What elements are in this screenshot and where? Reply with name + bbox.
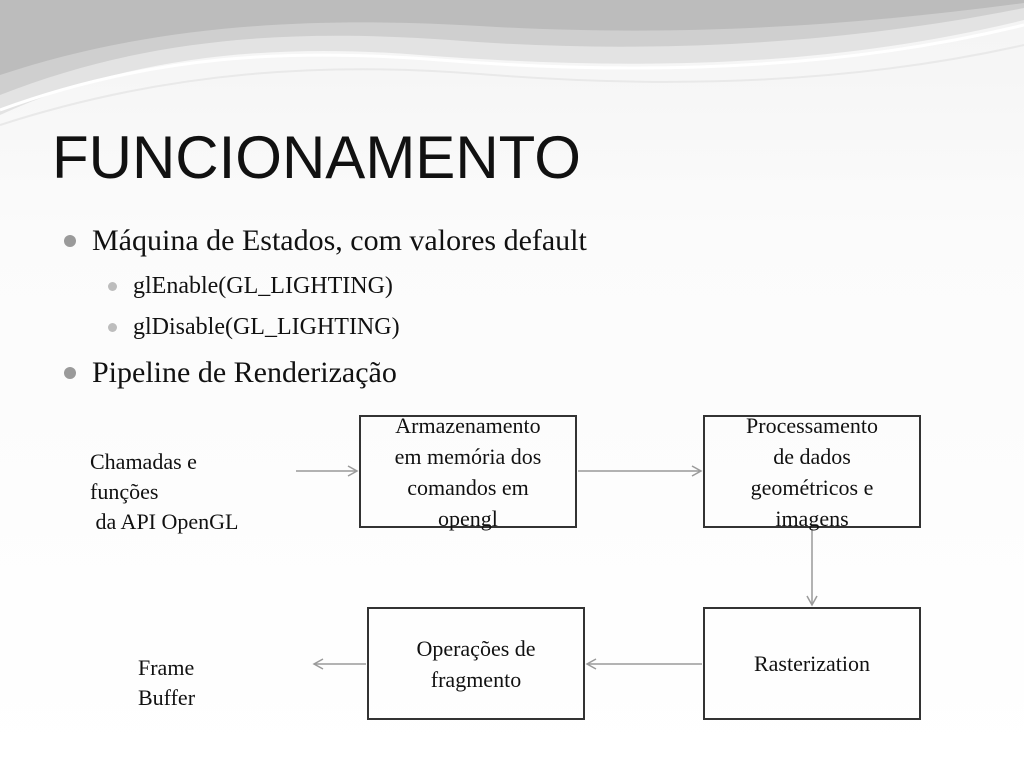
fragment-box-label: Operações de fragmento bbox=[416, 635, 536, 692]
bullet-text: Máquina de Estados, com valores default bbox=[92, 224, 587, 257]
slide-title: FUNCIONAMENTO bbox=[52, 124, 581, 191]
processing-box-label: Processamento de dados geométricos e imagens bbox=[746, 412, 878, 531]
storage-box bbox=[359, 412, 577, 531]
sub-bullet-text: glEnable(GL_LIGHTING) bbox=[133, 273, 393, 299]
sub-bullet-text: glDisable(GL_LIGHTING) bbox=[133, 314, 400, 340]
processing-box bbox=[703, 412, 921, 531]
rasterization-box bbox=[703, 607, 921, 720]
storage-box-label: Armazenamento em memória dos comandos em opengl bbox=[394, 412, 542, 531]
rasterization-box-label: Rasterization bbox=[753, 651, 871, 676]
fragment-box bbox=[367, 607, 585, 720]
bullet-text: Pipeline de Renderização bbox=[92, 356, 397, 389]
output-label: Frame Buffer bbox=[138, 655, 196, 710]
input-label: Chamadas e funções da API OpenGL bbox=[90, 449, 239, 534]
